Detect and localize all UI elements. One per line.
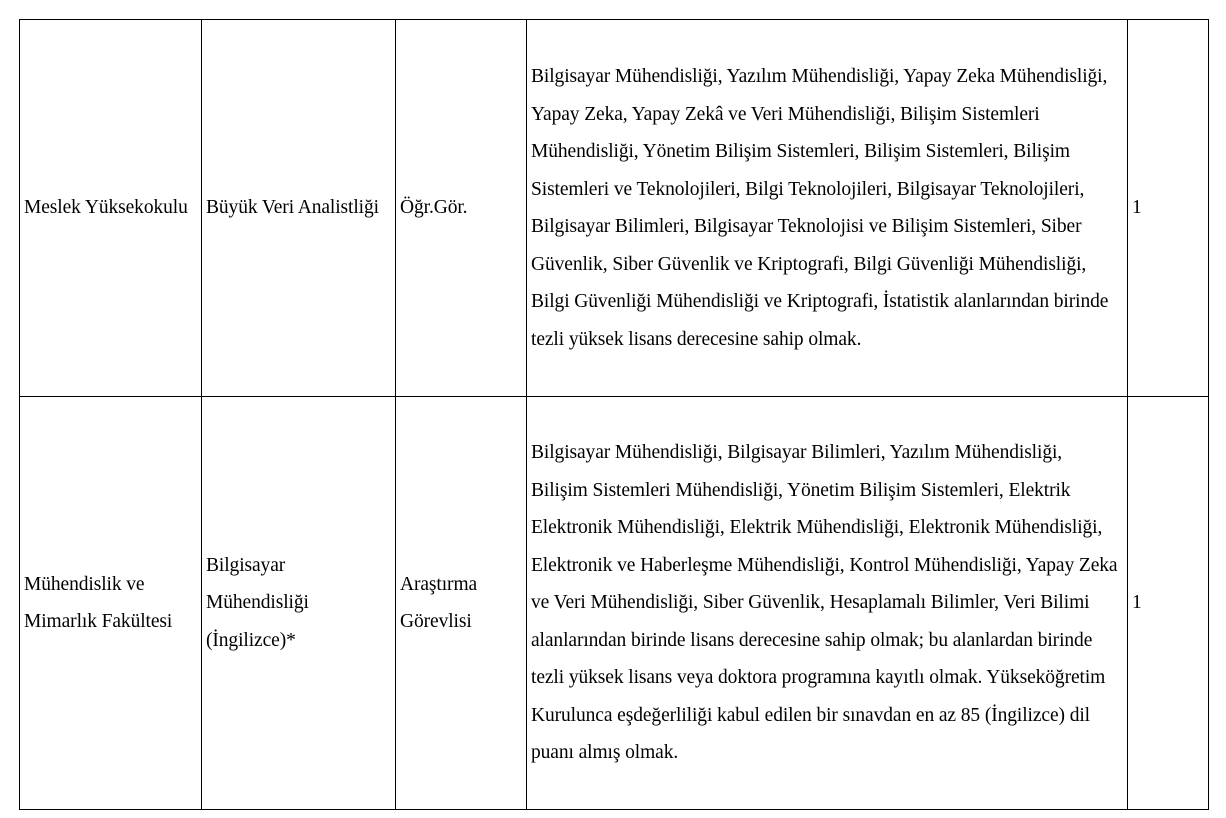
title-cell: Araştırma Görevlisi	[396, 397, 527, 810]
title-cell: Öğr.Gör.	[396, 20, 527, 397]
positions-table	[19, 19, 1209, 810]
table-row	[20, 397, 1209, 810]
count-cell: 1	[1128, 20, 1209, 397]
table-row	[20, 20, 1209, 397]
department-cell: Bilgisayar Mühendisliği (İngilizce)*	[202, 397, 396, 810]
department-cell: Büyük Veri Analistliği	[202, 20, 396, 397]
requirement-cell: Bilgisayar Mühendisliği, Bilgisayar Bilimleri, Yazılım Mühendisliği, Bilişim Sistemleri Mühendisliği, Yönetim Bilişim Sistemleri, Elektrik Elektronik Mühendisliği, Elektrik Mühendisliği, Elektronik Mühendisliği, Elektronik ve Haberleşme Mühendisliği, Kontrol Mühendisliği, Yapay Zeka ve Veri Mühendisliği, Siber Güvenlik, Hesaplamalı Bilimler, Veri Bilimi alanlarından birinde lisans derecesine sahip olmak; bu alanlardan birinde tezli yüksek lisans veya doktora programına kayıtlı olmak. Yükseköğretim Kurulunca eşdeğerliliği kabul edilen bir sınavdan en az 85 (İngilizce) dil puanı almış olmak.	[527, 397, 1128, 810]
count-cell: 1	[1128, 397, 1209, 810]
unit-cell: Meslek Yüksekokulu	[20, 20, 202, 397]
unit-cell: Mühendislik ve Mimarlık Fakültesi	[20, 397, 202, 810]
requirement-cell: Bilgisayar Mühendisliği, Yazılım Mühendisliği, Yapay Zeka Mühendisliği, Yapay Zeka, Yapay Zekâ ve Veri Mühendisliği, Bilişim Sistemleri Mühendisliği, Yönetim Bilişim Sistemleri, Bilişim Sistemleri, Bilişim Sistemleri ve Teknolojileri, Bilgi Teknolojileri, Bilgisayar Teknolojileri, Bilgisayar Bilimleri, Bilgisayar Teknolojisi ve Bilişim Sistemleri, Siber Güvenlik, Siber Güvenlik ve Kriptografi, Bilgi Güvenliği Mühendisliği, Bilgi Güvenliği Mühendisliği ve Kriptografi, İstatistik alanlarından birinde tezli yüksek lisans derecesine sahip olmak.	[527, 20, 1128, 397]
